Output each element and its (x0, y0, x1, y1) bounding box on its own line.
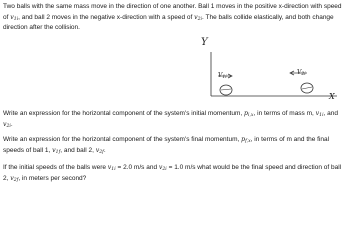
x-axis-label: X (329, 92, 335, 101)
ball1-velocity-label: $V_{1i}$ (218, 72, 227, 80)
q1-text-1: Write an expression for the horizontal component of the system's initial momentum, (3, 110, 245, 117)
intro-text-3: . The balls collide elastically, and both change direction after the collision. (3, 13, 334, 31)
q1-text-3: , and (323, 110, 339, 117)
v2f-symbol: $v_{2f}$ (95, 146, 104, 155)
v1i-symbol: $v_{1i}$ (315, 110, 324, 118)
v1i-symbol: $v_{1i}$ (107, 164, 116, 172)
intro-text-2: , and ball 2 moves in the negative x-direction with a speed of (18, 13, 195, 21)
diagram-drawing (190, 38, 350, 104)
v1f-symbol: $v_{1f}$ (52, 146, 61, 155)
v1i-symbol: $v_{1i}$ (10, 13, 19, 22)
ball2-seam (302, 87, 312, 89)
v2f-symbol: $v_{2f}$ (10, 174, 19, 183)
ball2-velocity-label: $V_{2i}$ (297, 69, 306, 77)
collision-diagram (190, 38, 350, 104)
v2i-symbol: $v_{2i}$ (158, 164, 167, 172)
q3-text-4: , in meters per second? (18, 174, 87, 182)
q1-text-4: . (10, 120, 13, 128)
ball1-seam (221, 89, 231, 90)
pfx-symbol: $p_{f,x}$ (241, 136, 251, 144)
q3-text-3: = 1.0 m/s what would be the final speed and direction of ball 2, (3, 164, 342, 182)
v2i-symbol: $v_{2i}$ (194, 13, 203, 22)
q3-text-2: = 2.0 m/s and (115, 164, 159, 171)
q2-text-3: , and ball 2, (60, 146, 96, 154)
question-3 (3, 163, 347, 184)
q1-text-2: , in terms of mass m, (253, 110, 316, 117)
intro-text-1: Two balls with the same mass move in the direction of one another. Ball 1 moves in the positive x-direction with speed of (3, 3, 342, 21)
q3-text-1: If the initial speeds of the balls were (3, 164, 108, 171)
q2-text-2: , in terms of m and the final speeds of ball 1, (3, 136, 330, 154)
question-2 (3, 135, 347, 156)
problem-intro (3, 2, 347, 34)
question-1 (3, 109, 347, 130)
pix-symbol: $p_{i,x}$ (244, 110, 254, 118)
q2-text-1: Write an expression for the horizontal component of the system's final momentum, (3, 136, 242, 143)
v2i-symbol: $v_{2i}$ (3, 120, 11, 129)
y-axis-label: Y (201, 37, 208, 48)
q2-text-4: . (103, 146, 106, 154)
